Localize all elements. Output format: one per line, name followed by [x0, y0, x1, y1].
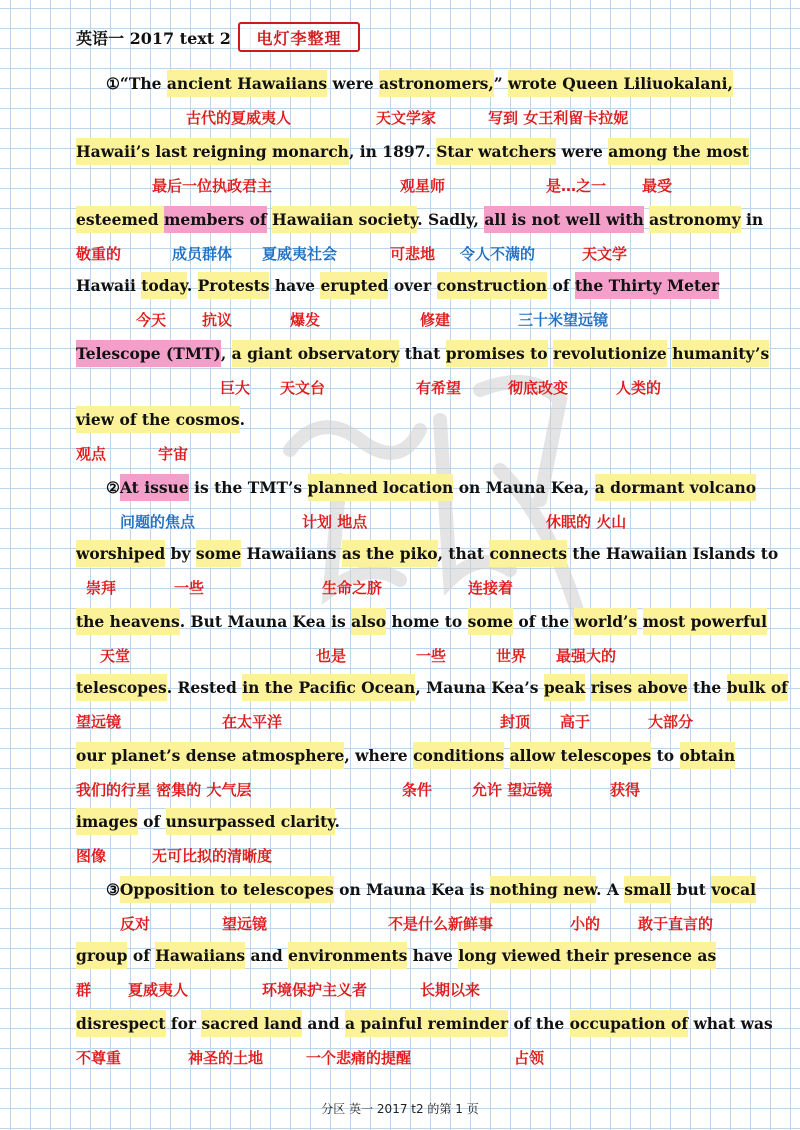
text-span: that [399, 344, 446, 363]
text-span: Hawaii [76, 276, 142, 295]
gloss: 天文台 [280, 379, 326, 397]
highlight: worshiped [76, 540, 165, 567]
p2-line-4 [76, 672, 788, 704]
highlight: wrote Queen Liliuokalani, [508, 70, 733, 97]
p1-gloss-1 [76, 102, 760, 134]
text-span: . But Mauna Kea is [179, 612, 352, 631]
highlight: Protests [198, 272, 270, 299]
gloss: 一些 [174, 579, 205, 597]
gloss: 长期以来 [420, 981, 481, 999]
highlight: revolutionize [553, 340, 667, 367]
highlight: esteemed [76, 206, 164, 233]
highlight: images [76, 808, 138, 835]
document-title: 英语一 2017 text 2 [76, 28, 231, 48]
highlight: in the Pacific Ocean [242, 674, 415, 701]
gloss: 爆发 [290, 311, 321, 329]
gloss: 写到 女王利留卡拉妮 [488, 109, 629, 127]
highlight: most powerful [643, 608, 767, 635]
highlight: small [624, 876, 671, 903]
text-span: of [127, 946, 156, 965]
gloss: 天文学 [582, 245, 628, 263]
gloss: 宇宙 [158, 445, 189, 463]
page-footer: 分区 英一 2017 t2 的第 1 页 [321, 1102, 479, 1116]
p1-gloss-2 [76, 170, 760, 202]
gloss: 观点 [76, 445, 107, 463]
text-span: , [220, 344, 232, 363]
highlight: rises above [591, 674, 688, 701]
text-span: . Rested [166, 678, 243, 697]
gloss: 小的 [570, 915, 601, 933]
p1-gloss-6 [76, 438, 760, 470]
text-span: . [239, 410, 245, 429]
text-span: of the [512, 612, 575, 631]
text-span [637, 612, 642, 631]
highlight: Star watchers [436, 138, 556, 165]
gloss: 夏威夷社会 [262, 245, 338, 263]
gloss: 神圣的土地 [188, 1049, 264, 1067]
text-span: home to [386, 612, 468, 631]
text-span: and [245, 946, 289, 965]
p2-gloss-4 [76, 706, 760, 738]
gloss: 夏威夷人 [128, 981, 189, 999]
p1-gloss-4 [76, 304, 760, 336]
highlight: world’s [574, 608, 637, 635]
highlight: Opposition [120, 876, 215, 903]
p2-line-5 [76, 740, 760, 772]
p1-line-5 [76, 338, 770, 370]
text-span: . A [596, 880, 625, 899]
text-span: “The [119, 74, 167, 93]
gloss: 敢于直言的 [638, 915, 714, 933]
text-span: the Hawaiian Islands to [566, 544, 779, 563]
highlight: group [76, 942, 127, 969]
gloss: 有希望 [416, 379, 462, 397]
p2-gloss-6 [76, 840, 760, 872]
highlight: all is not well with [484, 206, 643, 233]
gloss: 高于 [560, 713, 591, 731]
paragraph-marker: ① [106, 74, 120, 93]
p2-gloss-2 [76, 572, 760, 604]
gloss: 修建 [420, 311, 451, 329]
highlight: Telescope (TMT) [76, 340, 221, 367]
gloss: 抗议 [202, 311, 233, 329]
highlight: conditions [413, 742, 504, 769]
highlight: astronomers, [379, 70, 494, 97]
highlight: to [215, 876, 243, 903]
text-span: over [388, 276, 437, 295]
highlight: humanity’s [672, 340, 769, 367]
highlight: of the [114, 406, 176, 433]
gloss: 连接着 [468, 579, 514, 597]
text-span: have [269, 276, 321, 295]
highlight: vocal [711, 876, 756, 903]
text-span: what was [688, 1014, 773, 1033]
highlight: construction [437, 272, 547, 299]
gloss: 我们的行星 密集的 大气层 [76, 781, 252, 799]
gloss: 是…之一 [546, 177, 607, 195]
p3-line-3 [76, 1008, 773, 1040]
gloss: 不尊重 [76, 1049, 122, 1067]
text-span: were [556, 142, 609, 161]
gloss: 生命之脐 [322, 579, 383, 597]
author-stamp: 电灯李整理 [238, 22, 360, 52]
gloss: 一些 [416, 647, 447, 665]
gloss: 可悲地 [390, 245, 436, 263]
highlight: promises to [446, 340, 548, 367]
gloss: 环境保护主义者 [262, 981, 368, 999]
gloss: 无可比拟的清晰度 [152, 847, 273, 865]
highlight: members of [164, 206, 267, 233]
p3-gloss-3 [76, 1042, 760, 1074]
text-span: to [651, 746, 680, 765]
gloss: 最强大的 [556, 647, 617, 665]
highlight: a painful reminder [345, 1010, 508, 1037]
highlight: view [76, 406, 114, 433]
text-span: , Mauna Kea’s [415, 678, 544, 697]
gloss: 崇拜 [86, 579, 117, 597]
highlight: disrespect [76, 1010, 166, 1037]
p1-line-3 [76, 204, 764, 236]
gloss: 人类的 [616, 379, 662, 397]
text-span: . [334, 812, 340, 831]
document-title-row [76, 24, 231, 50]
text-span: Hawaiians [241, 544, 342, 563]
gloss: 在太平洋 [222, 713, 283, 731]
highlight: astronomy [649, 206, 740, 233]
highlight: our planet’s dense atmosphere [76, 742, 344, 769]
gloss: 大部分 [648, 713, 694, 731]
highlight: allow telescopes [510, 742, 652, 769]
text-span: of [137, 812, 166, 831]
text-span: but [671, 880, 712, 899]
gloss: 图像 [76, 847, 107, 865]
highlight: sacred land [201, 1010, 302, 1037]
p1-line-6 [76, 404, 760, 436]
highlight: also [351, 608, 386, 635]
p1-line-1 [76, 68, 760, 100]
gloss: 获得 [610, 781, 641, 799]
paragraph-marker: ② [106, 478, 120, 497]
highlight: telescopes [76, 674, 167, 701]
p2-line-2 [76, 538, 779, 570]
gloss: 巨大 [220, 379, 251, 397]
text-span [504, 746, 509, 765]
text-span: for [165, 1014, 202, 1033]
highlight: the heavens [76, 608, 180, 635]
gloss: 休眠的 火山 [546, 513, 627, 531]
text-span: have [407, 946, 459, 965]
text-span: , where [344, 746, 414, 765]
highlight: Hawaii’s last reigning monarch [76, 138, 349, 165]
gloss: 允许 望远镜 [472, 781, 553, 799]
paragraph-marker: ③ [106, 880, 120, 899]
p1-gloss-3 [76, 238, 760, 270]
text-span: of [547, 276, 575, 295]
p1-line-2 [76, 136, 760, 168]
highlight: erupted [320, 272, 388, 299]
highlight: as the piko [342, 540, 438, 567]
gloss: 古代的夏威夷人 [186, 109, 292, 127]
highlight: unsurpassed clarity [166, 808, 335, 835]
p3-gloss-1 [76, 908, 760, 940]
highlight: cosmos [176, 406, 240, 433]
gloss: 最后一位执政君主 [152, 177, 273, 195]
p3-line-2 [76, 940, 760, 972]
highlight: the Thirty Meter [575, 272, 719, 299]
highlight: some [196, 540, 241, 567]
text-span: . Sadly, [417, 210, 485, 229]
highlight: bulk of [727, 674, 788, 701]
gloss: 三十米望远镜 [518, 311, 609, 329]
p1-line-4 [76, 270, 760, 302]
gloss: 最受 [642, 177, 673, 195]
p2-gloss-5 [76, 774, 760, 806]
gloss: 反对 [120, 915, 151, 933]
gloss: 世界 [496, 647, 527, 665]
gloss: 今天 [136, 311, 167, 329]
highlight: among the most [608, 138, 749, 165]
highlight: peak [544, 674, 585, 701]
gloss: 占领 [514, 1049, 545, 1067]
text-span: ” [493, 74, 509, 93]
highlight: obtain [680, 742, 736, 769]
gloss: 条件 [402, 781, 433, 799]
gloss: 不是什么新鲜事 [388, 915, 494, 933]
p2-line-3 [76, 606, 767, 638]
p2-gloss-1 [76, 506, 760, 538]
p2-gloss-3 [76, 640, 760, 672]
highlight: planned location [308, 474, 454, 501]
gloss: 一个悲痛的提醒 [306, 1049, 412, 1067]
p2-line-1 [76, 472, 760, 504]
gloss: 令人不满的 [460, 245, 536, 263]
text-span: . [186, 276, 198, 295]
p2-line-6 [76, 806, 760, 838]
highlight: a giant observatory [232, 340, 400, 367]
p3-gloss-2 [76, 974, 760, 1006]
gloss: 天堂 [100, 647, 131, 665]
highlight: nothing new [490, 876, 596, 903]
gloss: 群 [76, 981, 92, 999]
text-span: of the [508, 1014, 570, 1033]
highlight: Hawaiians [155, 942, 245, 969]
text-span: , that [437, 544, 490, 563]
gloss: 成员群体 [172, 245, 233, 263]
gloss: 计划 地点 [302, 513, 368, 531]
highlight: a dormant volcano [595, 474, 756, 501]
highlight: long viewed their presence as [458, 942, 716, 969]
text-span: the [687, 678, 727, 697]
gloss: 也是 [316, 647, 347, 665]
gloss: 问题的焦点 [120, 513, 196, 531]
text-span: were [327, 74, 380, 93]
text-span: is the TMT’s [188, 478, 308, 497]
highlight: telescopes [243, 876, 334, 903]
text-span: in [740, 210, 764, 229]
gloss: 封顶 [500, 713, 531, 731]
highlight: some [468, 608, 513, 635]
text-span [585, 678, 590, 697]
p3-line-1 [76, 874, 760, 906]
highlight: At issue [120, 474, 189, 501]
text-span: , in 1897. [348, 142, 437, 161]
highlight: ancient Hawaiians [167, 70, 327, 97]
highlight: today [141, 272, 187, 299]
highlight: Hawaiian society [272, 206, 417, 233]
text-span: by [165, 544, 196, 563]
highlight: occupation of [570, 1010, 688, 1037]
gloss: 敬重的 [76, 245, 122, 263]
highlight: connects [489, 540, 567, 567]
gloss: 观星师 [400, 177, 446, 195]
gloss: 彻底改变 [508, 379, 569, 397]
text-span: and [302, 1014, 345, 1033]
gloss: 望远镜 [76, 713, 122, 731]
p1-gloss-5 [76, 372, 760, 404]
text-span: on Mauna Kea, [453, 478, 595, 497]
highlight: environments [288, 942, 407, 969]
text-span: on Mauna Kea is [333, 880, 490, 899]
gloss: 天文学家 [376, 109, 437, 127]
gloss: 望远镜 [222, 915, 268, 933]
